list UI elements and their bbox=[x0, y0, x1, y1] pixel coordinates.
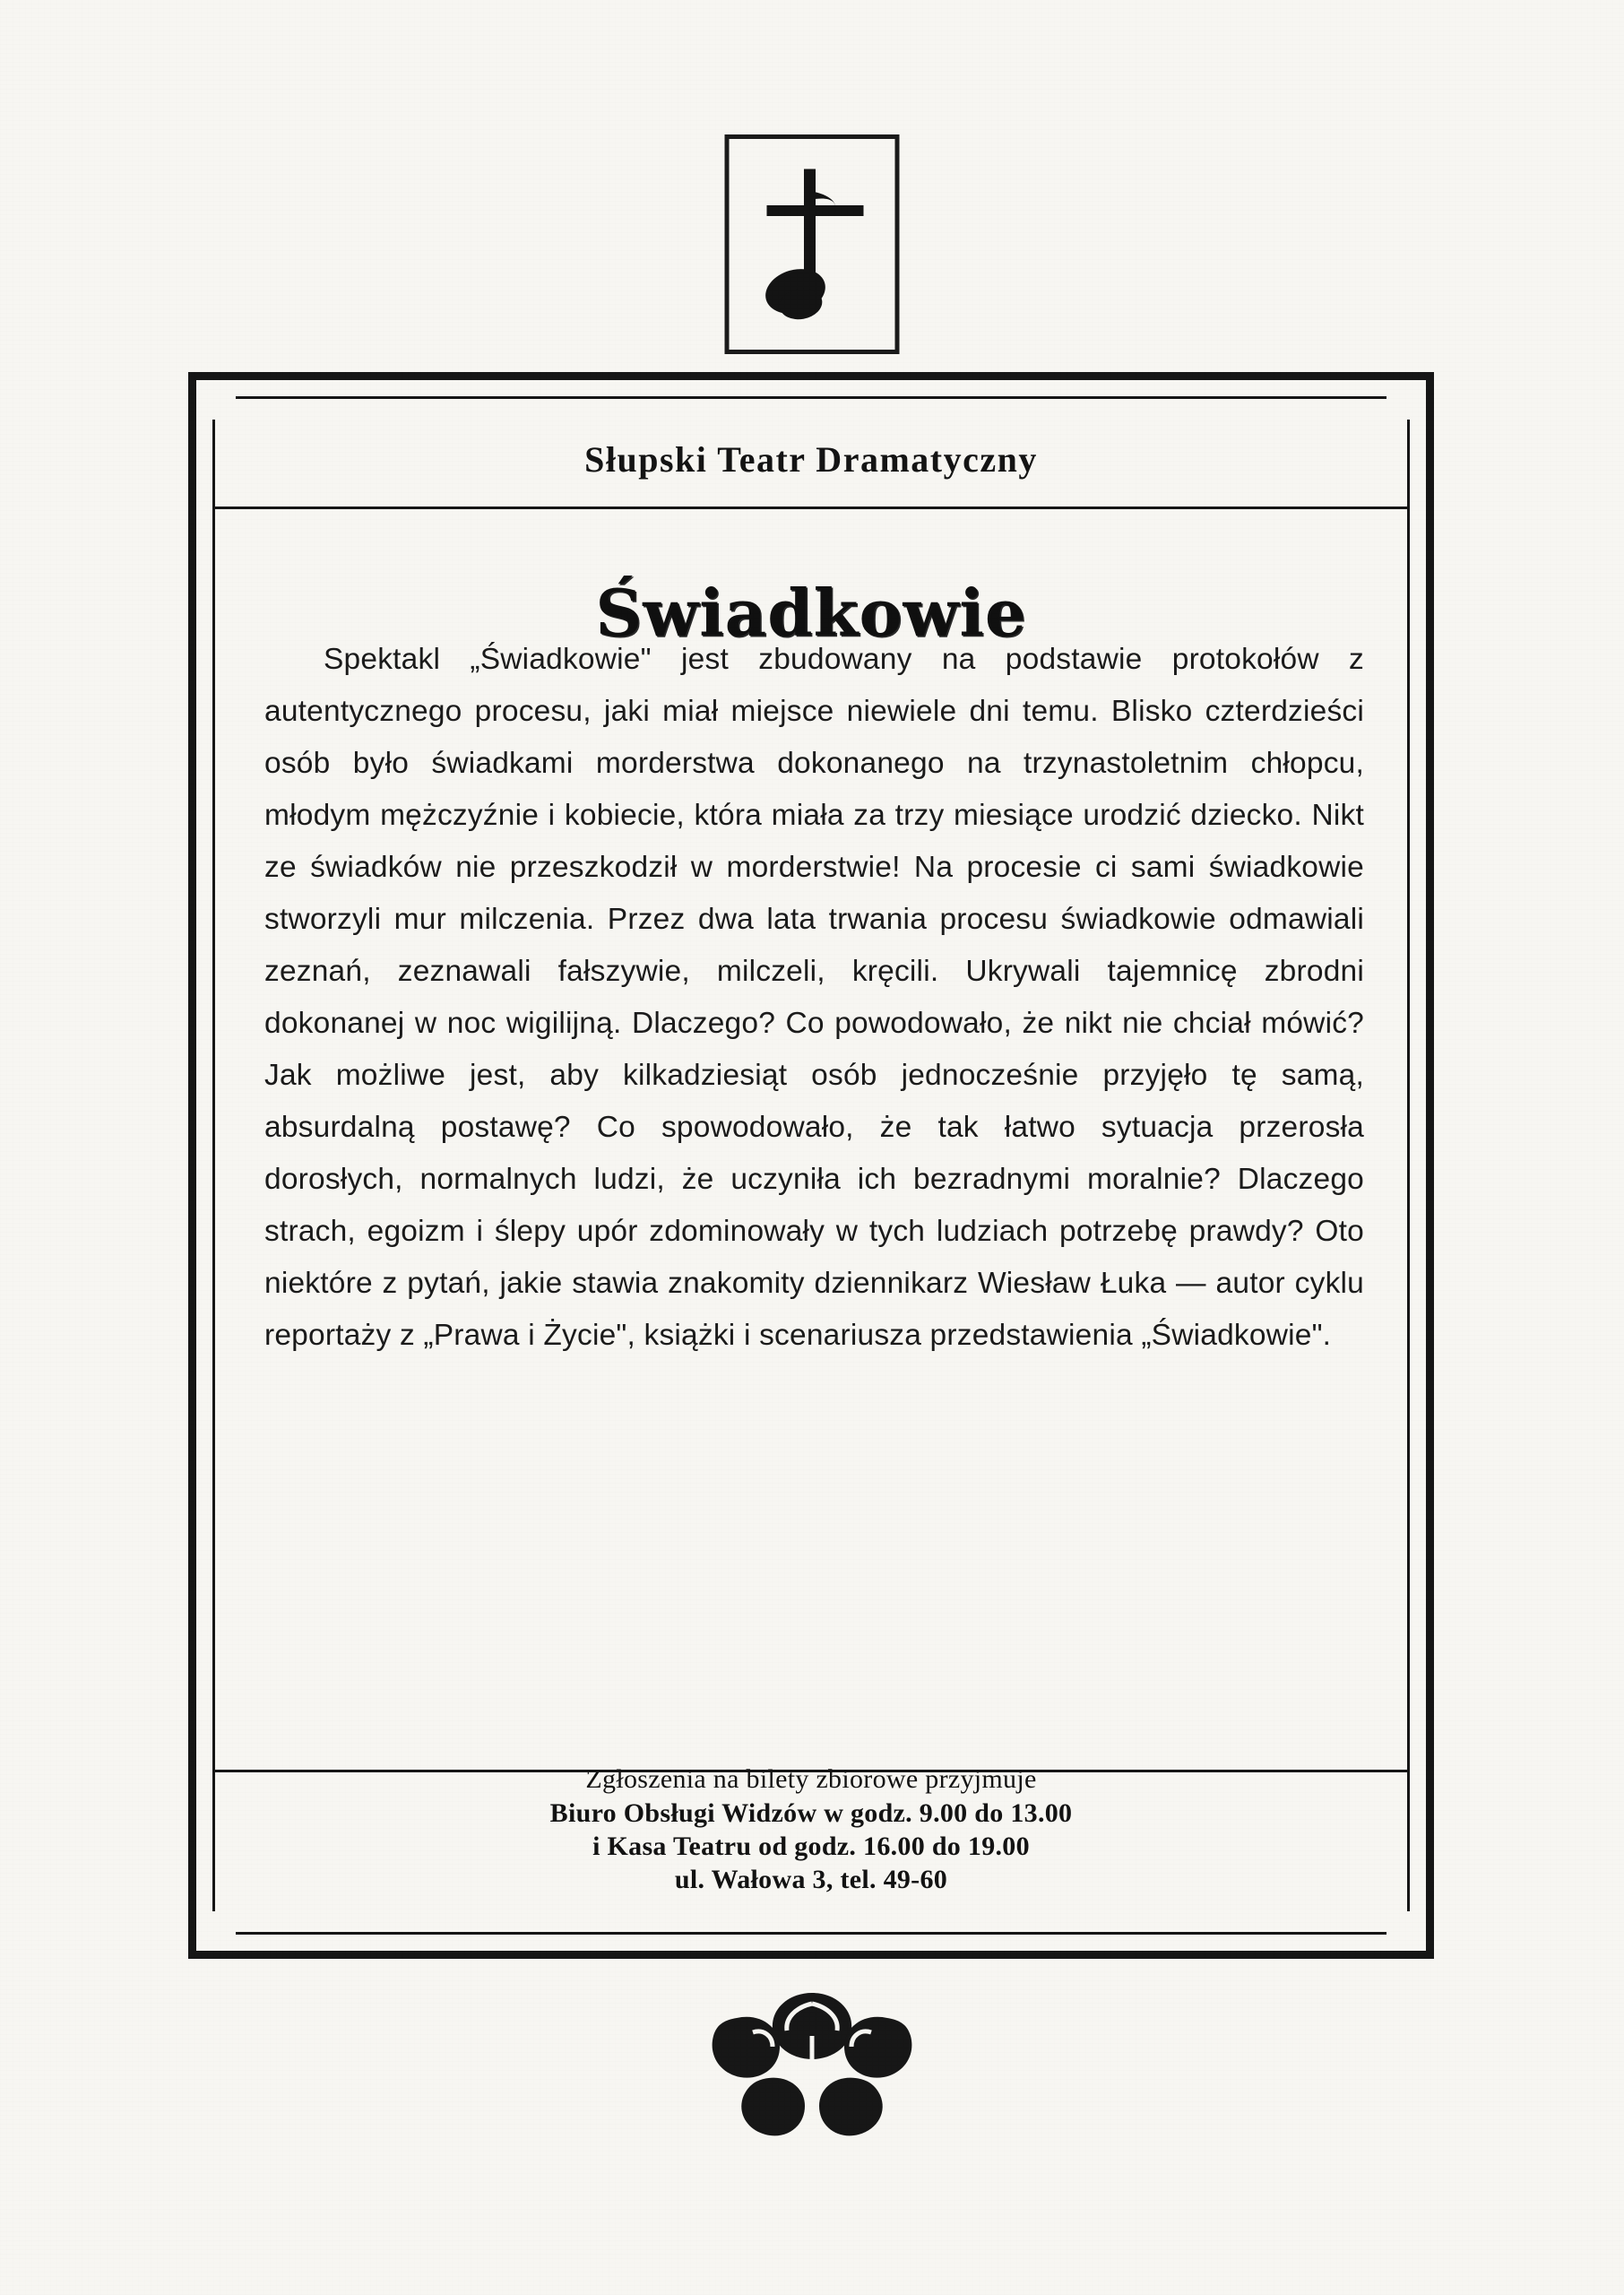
frame-corner-top-right bbox=[1386, 394, 1412, 420]
booking-info bbox=[215, 1764, 1407, 1898]
poster-inner-frame bbox=[212, 396, 1410, 1935]
top-emblem-box bbox=[725, 134, 900, 354]
clover-leaf-ornament-icon bbox=[678, 1986, 946, 2147]
frame-corner-bottom-right bbox=[1386, 1911, 1412, 1936]
divider-under-theatre-name bbox=[215, 507, 1407, 509]
theatre-name: Słupski Teatr Dramatyczny bbox=[584, 439, 1038, 480]
music-note-cross-icon bbox=[730, 139, 895, 350]
booking-line-1: Zgłoszenia na bilety zbiorowe przyjmuje bbox=[585, 1764, 1037, 1794]
booking-line-3: i Kasa Teatru od godz. 16.00 do 19.00 bbox=[592, 1832, 1030, 1861]
play-title: Świadkowie bbox=[595, 575, 1027, 652]
frame-corner-top-left bbox=[211, 394, 236, 420]
booking-line-4: ul. Wałowa 3, tel. 49-60 bbox=[674, 1865, 948, 1894]
synopsis-block bbox=[264, 634, 1364, 1362]
booking-line-2: Biuro Obsługi Widzów w godz. 9.00 do 13.00 bbox=[549, 1798, 1073, 1828]
poster-frame bbox=[188, 372, 1434, 1959]
synopsis-paragraph: Spektakl „Świadkowie" jest zbudowany na podstawie protokołów z autentycznego procesu, jaki miał miejsce niewiele dni temu. Blisko czterdzieści osób było świadkami morderstwa dokonanego na trzynastoletnim chłopcu, młodym mężczyźnie i kobiecie, która miała za trzy miesiące urodzić dziecko. Nikt ze świadków nie przeszkodził w morderstwie! Na procesie ci sami świadkowie stworzyli mur milczenia. Przez dwa lata trwania procesu świadkowie odmawiali zeznań, zeznawali fałszywie, milczeli, kręcili. Ukrywali tajemnicę zbrodni dokonanej w noc wigilijną. Dlaczego? Co powodowało, że nikt nie chciał mówić? Jak możliwe jest, aby kilkadziesiąt osób jednocześnie przyjęło tę samą, absurdalną postawę? Co spowodowało, że tak łatwo sytuacja przerosła dorosłych, normalnych ludzi, że uczyniła ich bezradnymi moralnie? Dlaczego strach, egoizm i ślepy upór zdominowały w tych ludziach potrzebę prawdy? Oto niektóre z pytań, jakie stawia znakomity dziennikarz Wiesław Łuka — autor cyklu reportaży z „Prawa i Życie", książki i scenariusza przedstawienia „Świadkowie". bbox=[264, 643, 1364, 1352]
frame-corner-bottom-left bbox=[211, 1911, 236, 1936]
